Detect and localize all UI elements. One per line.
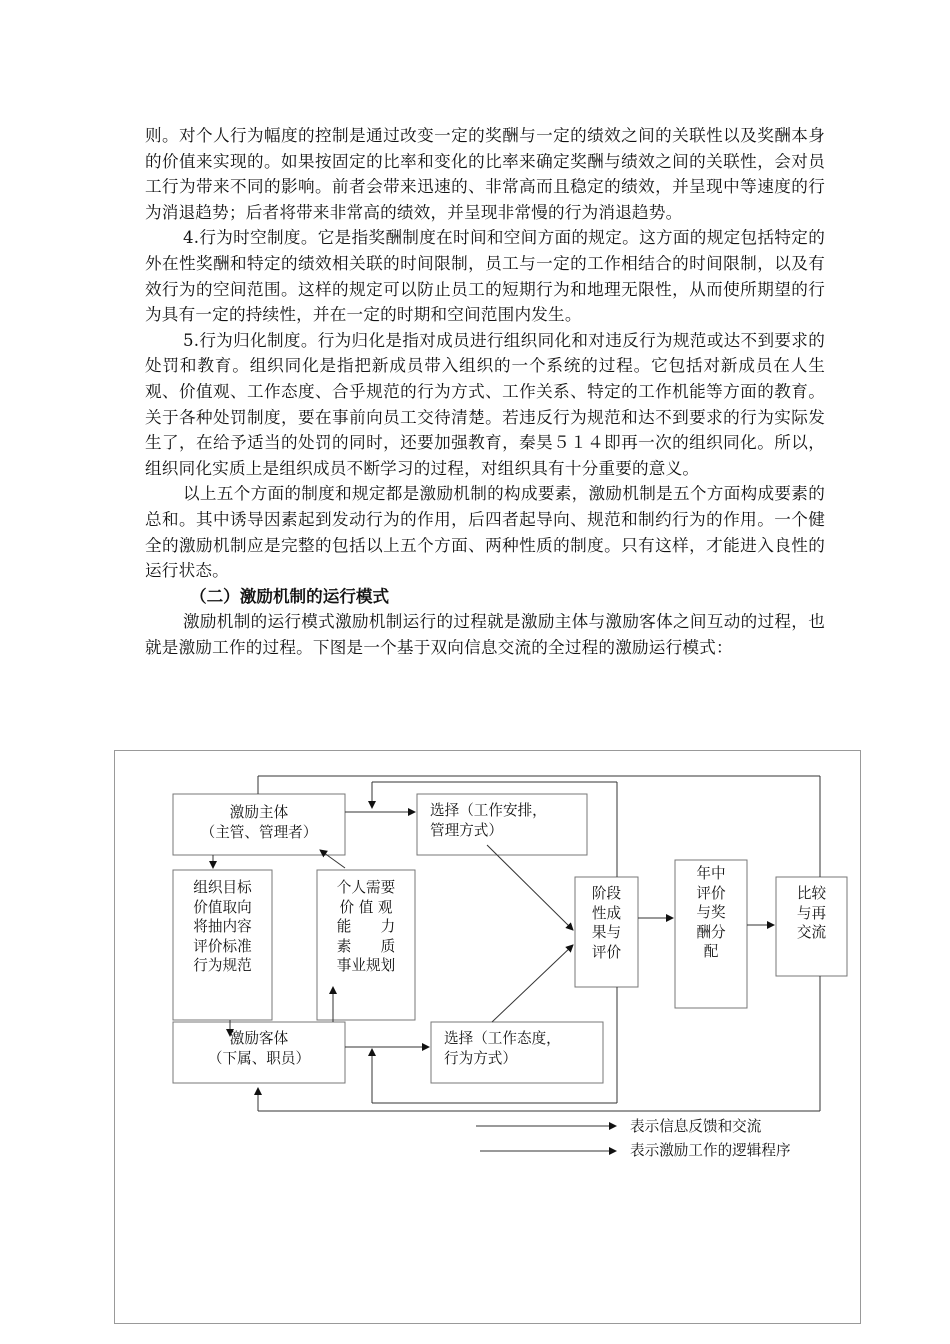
org-goals-label: 组织目标 价值取向 将抽内容 评价标准 行为规范 bbox=[193, 879, 252, 974]
subject-label: 激励主体 （主管、管理者） bbox=[200, 804, 318, 841]
annual-review-label: 年中 评价 与奖 酬分 配 bbox=[696, 865, 726, 960]
compare-label: 比较 与再 交流 bbox=[796, 885, 827, 941]
personal-needs-label: 个人需要 价 值 观 能 力 素 质 事业规划 bbox=[336, 879, 396, 974]
choice-bottom-label: 选择（工作态度， 行为方式） bbox=[444, 1030, 561, 1067]
paragraph-4: 以上五个方面的制度和规定都是激励机制的构成要素，激励机制是五个方面构成要素的总和。其中诱导因素起到发动行为的作用，后四者起导向、规范和制约行为的作用。一个健全的激励机制应是完整的包括以上五个方面、两种性质的制度。只有这样，才能进入良性的运行状态。 bbox=[145, 484, 825, 581]
section-heading: （二）激励机制的运行模式 bbox=[190, 586, 390, 606]
paragraph-5: 激励机制的运行模式激励机制运行的过程就是激励主体与激励客体之间互动的过程，也就是激励工作的过程。下图是一个基于双向信息交流的全过程的激励运行模式： bbox=[145, 612, 825, 657]
paragraph-2: 4.行为时空制度。它是指奖酬制度在时间和空间方面的规定。这方面的规定包括特定的外在性奖酬和特定的绩效相关联的时间限制，员工与一定的工作相结合的时间限制，以及有效行为的空间范围。这样的规定可以防止员工的短期行为和地理无限性，从而使所期望的行为具有一定的持续性，并在一定的时期和空间范围内发生。 bbox=[145, 228, 825, 325]
paragraph-3: 5.行为归化制度。行为归化是指对成员进行组织同化和对违反行为规范或达不到要求的处罚和教育。组织同化是指把新成员带入组织的一个系统的过程。它包括对新成员在人生观、价值观、工作态度、合乎规范的行为方式、工作关系、特定的工作机能等方面的教育。关于各种处罚制度，要在事前向员工交待清楚。若违反行为规范和达不到要求的行为实际发生了，在给予适当的处罚的同时，还要加强教育，秦昊５１４即再一次的组织同化。所以，组织同化实质上是组织成员不断学习的过程，对组织具有十分重要的意义。 bbox=[145, 330, 825, 478]
paragraph-1: 则。对个人行为幅度的控制是通过改变一定的奖酬与一定的绩效之间的关联性以及奖酬本身的价值来实现的。如果按固定的比率和变化的比率来确定奖酬与绩效之间的关联性，会对员工行为带来不同的影响。前者会带来迅速的、非常高而且稳定的绩效，并呈现中等速度的行为消退趋势；后者将带来非常高的绩效，并呈现非常慢的行为消退趋势。 bbox=[145, 126, 825, 222]
choice-top-label: 选择（工作安排， 管理方式） bbox=[430, 802, 547, 839]
legend-feedback: 表示信息反馈和交流 bbox=[630, 1118, 762, 1135]
legend-logic: 表示激励工作的逻辑程序 bbox=[630, 1142, 791, 1159]
stage-results-label: 阶段 性成 果与 评价 bbox=[591, 885, 622, 961]
object-label: 激励客体 （下属、职员） bbox=[207, 1030, 311, 1067]
